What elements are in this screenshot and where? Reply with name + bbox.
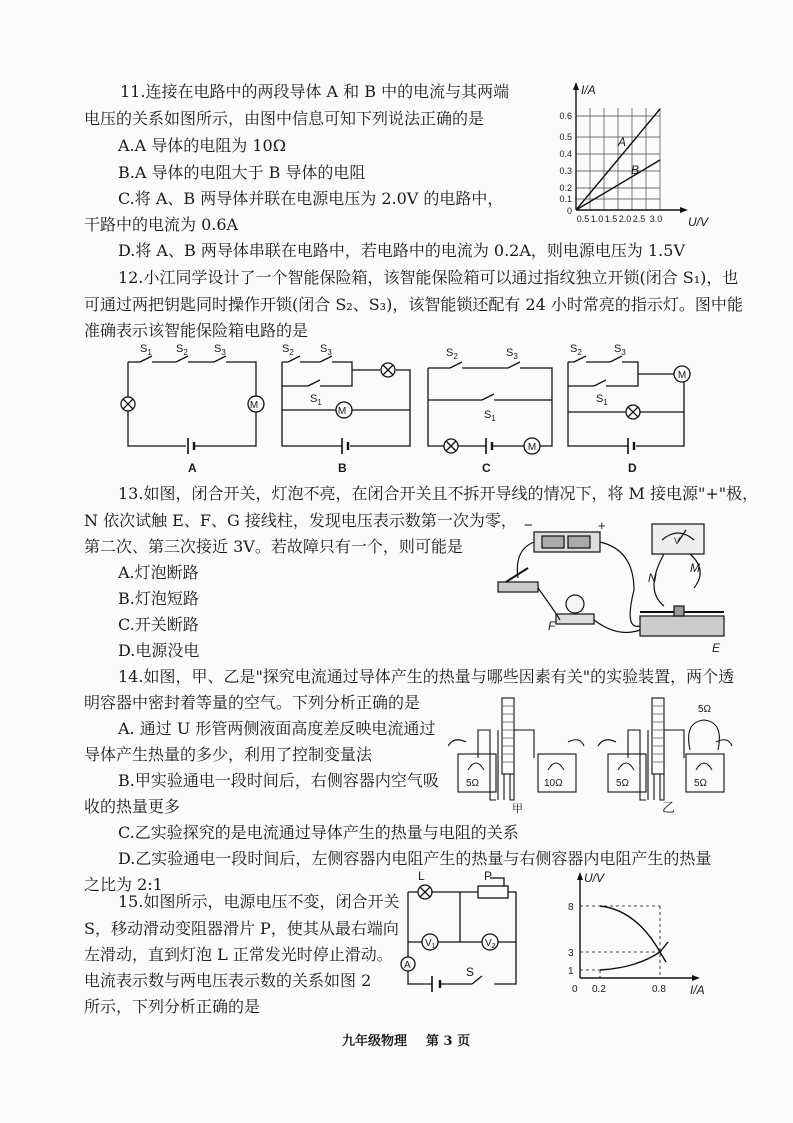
- voltmeter-1-label: $V_1$: [425, 938, 436, 950]
- q12-line-3: 准确表示该智能保险箱电路的是: [84, 321, 309, 340]
- ytick: 1: [568, 966, 574, 977]
- y-axis-label: U/V: [584, 871, 605, 885]
- switch-s3-label: $S_3$: [214, 343, 226, 357]
- q13-option-a: A.灯泡断路: [118, 563, 199, 582]
- ytick: 0.1: [559, 194, 572, 204]
- label-b: B: [631, 163, 640, 177]
- footer-subject: 九年级物理: [342, 1034, 408, 1049]
- ytick: 0.5: [559, 132, 572, 142]
- lamp-label: L: [418, 869, 425, 883]
- ytick: 0: [566, 206, 572, 216]
- switch-s3-label: $S_3$: [320, 343, 332, 357]
- switch-s3-label: $S_3$: [506, 347, 518, 361]
- probe-m-label: M: [690, 561, 700, 575]
- q12-circuit-d: [556, 338, 706, 478]
- voltmeter-label: V: [674, 536, 681, 546]
- switch-s2-label: $S_2$: [446, 347, 458, 361]
- q11-option-d: D.将 A、B 两导体串联在电路中，若电路中的电流为 0.2A，则电源电压为 1.5V: [118, 241, 686, 260]
- q12-circuit-c: [416, 338, 566, 478]
- q14-option-a-2: 导体产生热量的多少，利用了控制变量法: [84, 745, 373, 764]
- q15-line-2: S，移动滑动变阻器滑片 P，使其从最右端向: [84, 919, 399, 938]
- xtick: 1.0: [590, 214, 604, 224]
- ammeter-label: A: [404, 960, 411, 971]
- switch-s2-label: $S_2$: [282, 343, 294, 357]
- setup-jia-label: 甲: [512, 803, 523, 815]
- q14-apparatus: [448, 690, 738, 822]
- q15-line-1: 15.如图所示，电源电压不变，闭合开关: [118, 892, 400, 911]
- option-label: B: [338, 461, 347, 475]
- switch-s2-label: $S_2$: [570, 343, 582, 357]
- q12-line-2: 可通过两把钥匙同时操作开锁(闭合 S₂、S₃)，该智能锁还配有 24 小时常亮的指示灯。图中能: [84, 295, 743, 314]
- q15-ui-graph: [556, 866, 716, 1006]
- voltmeter-2-label: $V_2$: [485, 938, 496, 950]
- switch-s2-label: $S_2$: [176, 343, 188, 357]
- ytick: 0.4: [559, 149, 572, 159]
- ytick: 0.3: [559, 166, 572, 176]
- q15-line-4: 电流表示数与两电压表示数的关系如图 2: [84, 971, 372, 990]
- q14-option-a-1: A. 通过 U 形管两侧液面高度差反映电流通过: [118, 719, 436, 738]
- switch-s1-label: $S_1$: [140, 343, 152, 357]
- ytick: 8: [568, 902, 574, 913]
- x-axis-label: I/A: [690, 983, 705, 997]
- origin-label: 0: [572, 984, 578, 995]
- battery-plus-label: +: [598, 518, 606, 533]
- q13-option-b: B.灯泡短路: [118, 589, 199, 608]
- q11-stem-2: 电压的关系如图所示，由图中信息可知下列说法正确的是: [84, 109, 485, 128]
- switch-s1-label: $S_1$: [484, 409, 496, 423]
- switch-s1-label: $S_1$: [596, 393, 608, 407]
- motor-label: M: [249, 400, 259, 411]
- q13-line-3: 第二次、第三次接近 3V。若故障只有一个，则可能是: [84, 537, 463, 556]
- q15-line-5: 所示，下列分析正确的是: [84, 997, 261, 1016]
- q11-option-c-1: C.将 A、B 两导体并联在电源电压为 2.0V 的电路中，: [118, 189, 504, 208]
- setup-yi-label: 乙: [662, 800, 676, 815]
- probe-n-label: N: [648, 571, 657, 585]
- option-label: A: [188, 461, 197, 475]
- q14-line-1: 14.如图，甲、乙是"探究电流通过导体产生的热量与哪些因素有关"的实验装置，两个透: [118, 667, 735, 686]
- slider-label: P: [484, 869, 493, 883]
- xtick: 1.5: [604, 214, 618, 224]
- q14-line-2: 明容器中密封着等量的空气。下列分析正确的是: [84, 693, 421, 712]
- switch-s1-label: $S_1$: [310, 393, 322, 407]
- q15-circuit: [392, 866, 532, 996]
- footer-page-number: 第 3 页: [426, 1034, 471, 1049]
- q11-option-a: A.A 导体的电阻为 10Ω: [118, 136, 286, 155]
- q13-line-1: 13.如图，闭合开关，灯泡不亮，在闭合开关且不拆开导线的情况下，将 M 接电源"+"极，: [118, 484, 759, 503]
- terminal-e-label: E: [712, 641, 721, 655]
- q12-circuit-b: [270, 338, 420, 478]
- battery-minus-label: −: [524, 517, 533, 534]
- q14-option-c: C.乙实验探究的是电流通过导体产生的热量与电阻的关系: [118, 823, 519, 842]
- xtick: 0.5: [576, 214, 590, 224]
- motor-label: M: [677, 370, 687, 381]
- x-axis-label: U/V: [688, 215, 709, 229]
- resistor-label: 10Ω: [544, 778, 563, 789]
- switch-s3-label: $S_3$: [614, 343, 626, 357]
- q12-line-1: 12.小江同学设计了一个智能保险箱，该智能保险箱可以通过指纹独立开锁(闭合 S₁)，也: [118, 268, 739, 287]
- q14-option-b-1: B.甲实验通电一段时间后，右侧容器内空气吸: [118, 771, 439, 790]
- switch-label: S: [466, 965, 475, 979]
- motor-label: M: [337, 406, 347, 417]
- resistor-label: 5Ω: [694, 778, 708, 789]
- ytick: 0.2: [559, 183, 572, 193]
- q11-option-b: B.A 导体的电阻大于 B 导体的电阻: [118, 163, 366, 182]
- q14-option-d-2: 之比为 2:1: [84, 875, 163, 894]
- q14-option-b-2: 收的热量更多: [84, 797, 181, 816]
- q13-line-2: N 依次试触 E、F、G 接线柱，发现电压表示数第一次为零，: [84, 511, 517, 530]
- xtick: 2.0: [618, 214, 632, 224]
- label-a: A: [618, 135, 627, 149]
- q15-line-3: 左滑动，直到灯泡 L 正常发光时停止滑动。: [84, 945, 393, 964]
- parallel-resistor-label: 5Ω: [698, 704, 712, 715]
- option-label: D: [628, 461, 637, 475]
- ytick: 0.6: [559, 111, 572, 121]
- y-axis-label: I/A: [581, 83, 596, 97]
- resistor-label: 5Ω: [466, 778, 480, 789]
- xtick: 0.2: [592, 984, 606, 995]
- resistor-label: 5Ω: [616, 778, 630, 789]
- q11-iu-graph: [536, 78, 716, 236]
- q13-option-d: D.电源没电: [118, 641, 200, 660]
- motor-label: M: [527, 442, 537, 453]
- xtick: 2.5: [632, 214, 646, 224]
- q13-apparatus: [494, 510, 734, 660]
- xtick: 3.0: [649, 214, 663, 224]
- q11-stem-1: 11.连接在电路中的两段导体 A 和 B 中的电流与其两端: [120, 82, 510, 101]
- option-label: C: [482, 461, 491, 475]
- ytick: 3: [568, 948, 574, 959]
- q14-option-d-1: D.乙实验通电一段时间后，左侧容器内电阻产生的热量与右侧容器内电阻产生的热量: [118, 849, 712, 868]
- q11-option-c-2: 干路中的电流为 0.6A: [84, 215, 239, 234]
- q13-option-c: C.开关断路: [118, 615, 199, 634]
- q12-circuit-a: [110, 338, 270, 478]
- terminal-f-label: F: [548, 619, 556, 633]
- xtick: 0.8: [652, 984, 666, 995]
